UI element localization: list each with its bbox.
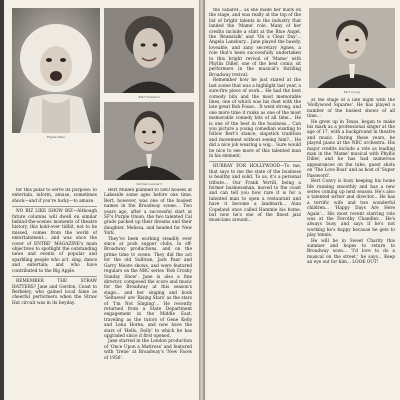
norman-leonard-photo [104, 102, 194, 180]
phyllis-diller-photo [12, 8, 100, 133]
left-page-column-2 [104, 188, 192, 400]
paragraph: at the stage of a late night with the 'Hollywood Squares'. He has played a number of the busiest shows of all time... [307, 98, 395, 120]
paragraph: Bert Mullen planned to SRO houses at Lakeside some ages before one time, Bert, however, was one of the busiest names in the Broadway scene... Two years ago, after a successful start at SF's Purple Onion, the two talented Cal grads packed up their dreams and their daughter, Melissa, and headed for New York. [104, 188, 192, 237]
beth-howland-photo [104, 8, 194, 93]
paragraph: HURRAY FOR HOLLYWOOD—To me, that says to me the state of the business is healthy and solid. To us, it's a personal tribute... Our Frank Yerrill, being a former businessman, moved to the coast and can tell you how rare it is for a talented man to open a restaurant and have it become a landmark... Alan Copeland once called Hammie his home, but now he's one of the finest jazz musicians around... [209, 164, 301, 224]
divider [209, 161, 301, 162]
photo-image [104, 8, 194, 93]
paragraph: Bert Convy is busy keeping his home life running smoothly and has a new series coming up next season. He's also a talented writer and director... He has a terrific wife and two wonderful children... 'Happy Days Are Here Again'... His most recent starring role was at the Dorothy Chandler... He's always busy and says if he's not working he's happy because he gets to play tennis. [307, 179, 395, 239]
divider [12, 206, 97, 207]
paragraph: REMEMBER THE STRAW HATTERS? Jane and Gordon, Coast to Berkeley, who gained local fame as cheerful performers when the Straw Hat circuit was in its heyday. [12, 279, 97, 306]
right-page [205, 0, 400, 400]
paragraph: NO BIZ LIKE SHOW BIZ—Although future columns will dwell on similar behind-the-scenes moments of theatre history, this hold-over tidbit, not to be missed, comes from the world of entertainment... and was once the cover of ENTRE' MAGAZINE's main objectives to spotlight the outstanding news and events of popular and sparkling people who act, sing, dance and entertain; and who have contributed to the Big Apple. [12, 209, 97, 274]
paragraph: He will be in Sweet Charity this summer and hopes to return to Broadway soon... 'I'd love to do a musical on the street,' he says... Keep an eye out for him... LOOK OUT! [307, 238, 395, 266]
left-page-column-1 [12, 188, 97, 400]
paragraph: He grew up in Texas, began to make his mark as a professional singer at the age of 17, with a background in theatre and music. During these years, he played piano at the NBC orchestra. His major credits include a role as leading man in the 'Mame' musical with Phyllis Diller, and he has had numerous appearances on the tube, guest shots on 'The Love Boat' and as host of 'Super Password'. [307, 119, 395, 179]
photo-caption: Beth Howland [138, 95, 160, 99]
photo-image [12, 8, 100, 133]
divider [12, 276, 97, 277]
paragraph: Jane starred in the London production of 'Once Upon a Mattress' and featured with 'Irene' at Broadway's 'New Faces of 1956'. [104, 339, 192, 361]
photo-caption: Norman Leonard [136, 182, 162, 186]
paragraph: the cabaret... as she made her mark on the stage, and was really at the top of the list of bright talents in the industry that landed the 'Mame' role. Many of her credits include a stint at the Blue Angel, the 'Beanstalk' and 'On a Clear Day'... Angela Lansbury... Jane played the bawdy, loveable, and zany secretary Agnes, a role that's been successfully undertaken to this bright revival of 'Mame' with Phyllis Diller, one of the best comic sit performers in the musical's thrilling Broadway revival. [209, 8, 301, 78]
photo-image [104, 102, 194, 180]
right-page-column-1 [209, 8, 301, 400]
photo-caption: Phyllis Diller [46, 135, 66, 139]
photo-image [309, 8, 395, 88]
bert-convy-photo [309, 8, 395, 88]
right-page-column-2 [307, 98, 395, 400]
photo-caption: Bert Convy [343, 90, 361, 94]
left-page [4, 0, 199, 400]
paragraph: Remember how he just stared at the last scene that was a highlight last year, a sure-fire piece of work... He had the best comedy bits and the most memorable lines, one of which was his duet with the late great Bob Fosse... It went strong, and one more time it ranks as one of the most memorable comedy bits of all time... He is one of the best in the business... Can you picture a young comedian wanting to follow Bert's stance, slapstick tradition and movement without seeing him?... He did a nice job wearing a wig... Sure would be nice to see more of this talented man in his element. [209, 78, 301, 159]
paragraph: for this pillar to serve its purpose: to entertain, inform, amuse, sometimes shock—and if you're lucky—to amaze. [12, 188, 97, 204]
paragraph: They've been working steadily ever since at posh supper clubs, in off-Broadway productions, and on the prime time tv scene. They did the act for the old Sullivan, Jack Paar and Garry Moore shows, and were featured regulars on the NBC series 'Bob Crosby Sunday Show'. Jane is also a fine director, composed the score and music for the Broadway at this season's stage... and her singing and book 'Seltaevel' are 'Rising Stars' as the stars of 'I'm Not Singing'... He recently returned from a State Department engagement in the Middle East, traveling as the tutors of Gene Kelly and Lena Horne, and now have the stars of 'Hello, Dolly' to which he has upgraded since it first opened. [104, 236, 192, 339]
